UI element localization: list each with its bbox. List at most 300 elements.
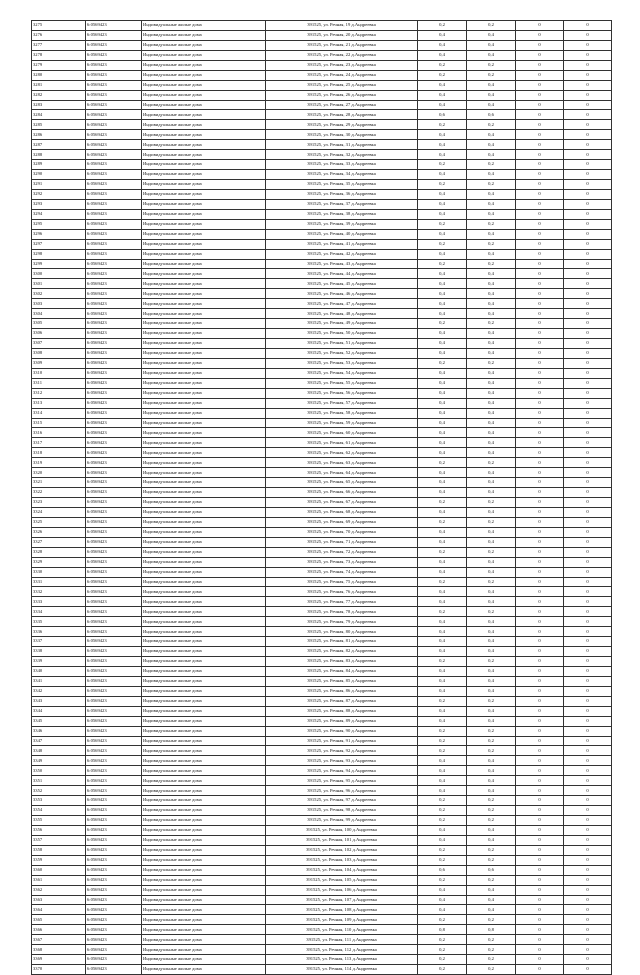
row-number: 3285 bbox=[32, 120, 86, 130]
address-cell: 391525, ул. Речная, 68 д.Андреевка bbox=[266, 507, 418, 517]
table-row bbox=[32, 945, 612, 955]
object-code: 6:0569423 bbox=[86, 60, 142, 70]
zero-cell: 0 bbox=[516, 696, 564, 706]
table-row bbox=[32, 140, 612, 150]
table-row bbox=[32, 229, 612, 239]
row-number: 3338 bbox=[32, 647, 86, 657]
table-row bbox=[32, 567, 612, 577]
zero-cell: 0 bbox=[564, 219, 612, 229]
zero-cell: 0 bbox=[516, 180, 564, 190]
zero-cell: 0 bbox=[516, 40, 564, 50]
object-type: Индивидуальные жилые дома bbox=[142, 597, 266, 607]
area-cell: 0,4 bbox=[418, 468, 467, 478]
address-cell: 391525, ул. Речная, 50 д.Андреевка bbox=[266, 329, 418, 339]
zero-cell: 0 bbox=[564, 557, 612, 567]
area-total-cell: 0,2 bbox=[467, 120, 516, 130]
address-cell: 391525, ул. Речная, 37 д.Андреевка bbox=[266, 199, 418, 209]
object-code: 6:0569423 bbox=[86, 766, 142, 776]
zero-cell: 0 bbox=[564, 965, 612, 975]
object-type: Индивидуальные жилые дома bbox=[142, 507, 266, 517]
address-cell: 391525, ул. Речная, 55 д.Андреевка bbox=[266, 378, 418, 388]
row-number: 3349 bbox=[32, 756, 86, 766]
zero-cell: 0 bbox=[516, 507, 564, 517]
area-total-cell: 0,4 bbox=[467, 50, 516, 60]
zero-cell: 0 bbox=[516, 329, 564, 339]
zero-cell: 0 bbox=[564, 140, 612, 150]
object-code: 6:0569423 bbox=[86, 199, 142, 209]
zero-cell: 0 bbox=[516, 597, 564, 607]
zero-cell: 0 bbox=[564, 766, 612, 776]
area-cell: 0,4 bbox=[418, 418, 467, 428]
object-type: Индивидуальные жилые дома bbox=[142, 806, 266, 816]
object-type: Индивидуальные жилые дома bbox=[142, 309, 266, 319]
zero-cell: 0 bbox=[564, 587, 612, 597]
address-cell: 391525, ул. Речная, 99 д.Андреевка bbox=[266, 816, 418, 826]
object-code: 6:0569423 bbox=[86, 945, 142, 955]
area-total-cell: 0,4 bbox=[467, 647, 516, 657]
table-row bbox=[32, 855, 612, 865]
row-number: 3316 bbox=[32, 428, 86, 438]
zero-cell: 0 bbox=[516, 478, 564, 488]
row-number: 3370 bbox=[32, 965, 86, 975]
zero-cell: 0 bbox=[564, 955, 612, 965]
row-number: 3348 bbox=[32, 746, 86, 756]
address-cell: 391525, ул. Речная, 52 д.Андреевка bbox=[266, 348, 418, 358]
area-cell: 0,2 bbox=[418, 915, 467, 925]
address-cell: 391525, ул. Речная, 75 д.Андреевка bbox=[266, 577, 418, 587]
area-cell: 0,4 bbox=[418, 617, 467, 627]
zero-cell: 0 bbox=[564, 915, 612, 925]
table-row bbox=[32, 925, 612, 935]
object-code: 6:0569423 bbox=[86, 507, 142, 517]
object-type: Индивидуальные жилые дома bbox=[142, 696, 266, 706]
object-type: Индивидуальные жилые дома bbox=[142, 289, 266, 299]
address-cell: 391525, ул. Речная, 51 д.Андреевка bbox=[266, 339, 418, 349]
object-code: 6:0569423 bbox=[86, 706, 142, 716]
row-number: 3321 bbox=[32, 478, 86, 488]
zero-cell: 0 bbox=[564, 478, 612, 488]
object-code: 6:0569423 bbox=[86, 865, 142, 875]
zero-cell: 0 bbox=[516, 299, 564, 309]
address-cell: 391525, ул. Речная, 49 д.Андреевка bbox=[266, 319, 418, 329]
zero-cell: 0 bbox=[564, 696, 612, 706]
zero-cell: 0 bbox=[516, 865, 564, 875]
object-code: 6:0569423 bbox=[86, 726, 142, 736]
zero-cell: 0 bbox=[516, 547, 564, 557]
address-cell: 391525, ул. Речная, 67 д.Андреевка bbox=[266, 498, 418, 508]
area-total-cell: 0,4 bbox=[467, 80, 516, 90]
table-row bbox=[32, 368, 612, 378]
zero-cell: 0 bbox=[564, 418, 612, 428]
object-code: 6:0569423 bbox=[86, 30, 142, 40]
address-cell: 391525, ул. Речная, 36 д.Андреевка bbox=[266, 189, 418, 199]
zero-cell: 0 bbox=[564, 796, 612, 806]
address-cell: 391525, ул. Речная, 79 д.Андреевка bbox=[266, 617, 418, 627]
row-number: 3340 bbox=[32, 666, 86, 676]
area-cell: 0,2 bbox=[418, 358, 467, 368]
address-cell: 391525, ул. Речная, 100 д.Андреевка bbox=[266, 825, 418, 835]
area-cell: 0,4 bbox=[418, 249, 467, 259]
row-number: 3291 bbox=[32, 180, 86, 190]
area-total-cell: 0,2 bbox=[467, 736, 516, 746]
zero-cell: 0 bbox=[564, 408, 612, 418]
table-row bbox=[32, 796, 612, 806]
address-cell: 391525, ул. Речная, 90 д.Андреевка bbox=[266, 726, 418, 736]
zero-cell: 0 bbox=[564, 845, 612, 855]
table-row bbox=[32, 617, 612, 627]
table-row bbox=[32, 676, 612, 686]
area-cell: 0,2 bbox=[418, 259, 467, 269]
address-cell: 391525, ул. Речная, 85 д.Андреевка bbox=[266, 676, 418, 686]
area-cell: 0,4 bbox=[418, 229, 467, 239]
area-total-cell: 0,2 bbox=[467, 458, 516, 468]
table-row bbox=[32, 160, 612, 170]
zero-cell: 0 bbox=[516, 398, 564, 408]
zero-cell: 0 bbox=[516, 746, 564, 756]
table-row bbox=[32, 786, 612, 796]
zero-cell: 0 bbox=[516, 945, 564, 955]
object-type: Индивидуальные жилые дома bbox=[142, 398, 266, 408]
area-total-cell: 0,4 bbox=[467, 269, 516, 279]
zero-cell: 0 bbox=[564, 617, 612, 627]
area-cell: 0,2 bbox=[418, 120, 467, 130]
area-total-cell: 0,6 bbox=[467, 865, 516, 875]
area-cell: 0,4 bbox=[418, 557, 467, 567]
address-cell: 391525, ул. Речная, 22 д.Андреевка bbox=[266, 50, 418, 60]
zero-cell: 0 bbox=[516, 199, 564, 209]
object-type: Индивидуальные жилые дома bbox=[142, 816, 266, 826]
address-cell: 391525, ул. Речная, 64 д.Андреевка bbox=[266, 468, 418, 478]
area-total-cell: 0,4 bbox=[467, 398, 516, 408]
object-code: 6:0569423 bbox=[86, 279, 142, 289]
object-code: 6:0569423 bbox=[86, 448, 142, 458]
area-total-cell: 0,4 bbox=[467, 329, 516, 339]
table-row bbox=[32, 766, 612, 776]
address-cell: 391525, ул. Речная, 46 д.Андреевка bbox=[266, 289, 418, 299]
area-total-cell: 0,4 bbox=[467, 786, 516, 796]
area-total-cell: 0,4 bbox=[467, 150, 516, 160]
area-total-cell: 0,4 bbox=[467, 378, 516, 388]
zero-cell: 0 bbox=[516, 527, 564, 537]
zero-cell: 0 bbox=[564, 60, 612, 70]
object-code: 6:0569423 bbox=[86, 676, 142, 686]
object-code: 6:0569423 bbox=[86, 150, 142, 160]
area-cell: 0,4 bbox=[418, 627, 467, 637]
table-row bbox=[32, 259, 612, 269]
row-number: 3317 bbox=[32, 438, 86, 448]
row-number: 3331 bbox=[32, 577, 86, 587]
zero-cell: 0 bbox=[564, 388, 612, 398]
address-cell: 391525, ул. Речная, 40 д.Андреевка bbox=[266, 229, 418, 239]
row-number: 3312 bbox=[32, 388, 86, 398]
zero-cell: 0 bbox=[516, 845, 564, 855]
object-code: 6:0569423 bbox=[86, 388, 142, 398]
zero-cell: 0 bbox=[516, 796, 564, 806]
address-cell: 391525, ул. Речная, 104 д.Андреевка bbox=[266, 865, 418, 875]
area-cell: 0,4 bbox=[418, 30, 467, 40]
area-total-cell: 0,4 bbox=[467, 40, 516, 50]
zero-cell: 0 bbox=[516, 816, 564, 826]
area-total-cell: 0,4 bbox=[467, 557, 516, 567]
table-row bbox=[32, 517, 612, 527]
address-cell: 391525, ул. Речная, 42 д.Андреевка bbox=[266, 249, 418, 259]
address-cell: 391525, ул. Речная, 93 д.Андреевка bbox=[266, 756, 418, 766]
area-total-cell: 0,2 bbox=[467, 875, 516, 885]
zero-cell: 0 bbox=[516, 140, 564, 150]
zero-cell: 0 bbox=[516, 498, 564, 508]
object-type: Индивидуальные жилые дома bbox=[142, 458, 266, 468]
object-code: 6:0569423 bbox=[86, 567, 142, 577]
area-cell: 0,4 bbox=[418, 309, 467, 319]
area-total-cell: 0,2 bbox=[467, 498, 516, 508]
object-type: Индивидуальные жилые дома bbox=[142, 120, 266, 130]
object-type: Индивидуальные жилые дома bbox=[142, 378, 266, 388]
zero-cell: 0 bbox=[564, 706, 612, 716]
object-code: 6:0569423 bbox=[86, 786, 142, 796]
table-row bbox=[32, 726, 612, 736]
row-number: 3315 bbox=[32, 418, 86, 428]
row-number: 3329 bbox=[32, 557, 86, 567]
area-cell: 0,4 bbox=[418, 378, 467, 388]
zero-cell: 0 bbox=[516, 458, 564, 468]
object-code: 6:0569423 bbox=[86, 796, 142, 806]
area-total-cell: 0,2 bbox=[467, 915, 516, 925]
area-total-cell: 0,4 bbox=[467, 835, 516, 845]
row-number: 3333 bbox=[32, 597, 86, 607]
zero-cell: 0 bbox=[516, 647, 564, 657]
area-total-cell: 0,2 bbox=[467, 180, 516, 190]
address-cell: 391525, ул. Речная, 34 д.Андреевка bbox=[266, 170, 418, 180]
zero-cell: 0 bbox=[564, 150, 612, 160]
object-type: Индивидуальные жилые дома bbox=[142, 965, 266, 975]
row-number: 3282 bbox=[32, 90, 86, 100]
object-code: 6:0569423 bbox=[86, 309, 142, 319]
address-cell: 391525, ул. Речная, 54 д.Андреевка bbox=[266, 368, 418, 378]
area-total-cell: 0,2 bbox=[467, 259, 516, 269]
area-total-cell: 0,4 bbox=[467, 170, 516, 180]
zero-cell: 0 bbox=[564, 736, 612, 746]
row-number: 3305 bbox=[32, 319, 86, 329]
area-cell: 0,2 bbox=[418, 239, 467, 249]
address-cell: 391525, ул. Речная, 92 д.Андреевка bbox=[266, 746, 418, 756]
zero-cell: 0 bbox=[516, 716, 564, 726]
object-type: Индивидуальные жилые дома bbox=[142, 895, 266, 905]
area-cell: 0,2 bbox=[418, 816, 467, 826]
object-type: Индивидуальные жилые дома bbox=[142, 537, 266, 547]
area-cell: 0,4 bbox=[418, 189, 467, 199]
object-code: 6:0569423 bbox=[86, 686, 142, 696]
zero-cell: 0 bbox=[564, 289, 612, 299]
zero-cell: 0 bbox=[516, 637, 564, 647]
zero-cell: 0 bbox=[516, 30, 564, 40]
object-type: Индивидуальные жилые дома bbox=[142, 368, 266, 378]
address-cell: 391525, ул. Речная, 32 д.Андреевка bbox=[266, 150, 418, 160]
object-code: 6:0569423 bbox=[86, 408, 142, 418]
object-code: 6:0569423 bbox=[86, 657, 142, 667]
object-type: Индивидуальные жилые дома bbox=[142, 676, 266, 686]
object-code: 6:0569423 bbox=[86, 189, 142, 199]
object-type: Индивидуальные жилые дома bbox=[142, 726, 266, 736]
zero-cell: 0 bbox=[564, 110, 612, 120]
zero-cell: 0 bbox=[564, 875, 612, 885]
object-code: 6:0569423 bbox=[86, 537, 142, 547]
address-cell: 391525, ул. Речная, 30 д.Андреевка bbox=[266, 130, 418, 140]
object-type: Индивидуальные жилые дома bbox=[142, 935, 266, 945]
object-type: Индивидуальные жилые дома bbox=[142, 557, 266, 567]
zero-cell: 0 bbox=[516, 835, 564, 845]
object-code: 6:0569423 bbox=[86, 130, 142, 140]
zero-cell: 0 bbox=[564, 488, 612, 498]
address-cell: 391525, ул. Речная, 83 д.Андреевка bbox=[266, 657, 418, 667]
row-number: 3286 bbox=[32, 130, 86, 140]
object-code: 6:0569423 bbox=[86, 170, 142, 180]
row-number: 3355 bbox=[32, 816, 86, 826]
zero-cell: 0 bbox=[516, 935, 564, 945]
row-number: 3298 bbox=[32, 249, 86, 259]
area-cell: 0,4 bbox=[418, 825, 467, 835]
zero-cell: 0 bbox=[516, 875, 564, 885]
table-row bbox=[32, 965, 612, 975]
area-cell: 0,2 bbox=[418, 577, 467, 587]
row-number: 3292 bbox=[32, 189, 86, 199]
object-code: 6:0569423 bbox=[86, 110, 142, 120]
area-cell: 0,4 bbox=[418, 766, 467, 776]
zero-cell: 0 bbox=[564, 816, 612, 826]
address-cell: 391525, ул. Речная, 25 д.Андреевка bbox=[266, 80, 418, 90]
zero-cell: 0 bbox=[516, 428, 564, 438]
area-total-cell: 0,2 bbox=[467, 21, 516, 31]
address-cell: 391525, ул. Речная, 71 д.Андреевка bbox=[266, 537, 418, 547]
area-total-cell: 0,2 bbox=[467, 60, 516, 70]
zero-cell: 0 bbox=[516, 309, 564, 319]
zero-cell: 0 bbox=[564, 100, 612, 110]
table-row bbox=[32, 776, 612, 786]
object-type: Индивидуальные жилые дома bbox=[142, 80, 266, 90]
area-cell: 0,4 bbox=[418, 348, 467, 358]
object-type: Индивидуальные жилые дома bbox=[142, 160, 266, 170]
table-row bbox=[32, 358, 612, 368]
zero-cell: 0 bbox=[564, 935, 612, 945]
row-number: 3344 bbox=[32, 706, 86, 716]
area-cell: 0,4 bbox=[418, 428, 467, 438]
object-code: 6:0569423 bbox=[86, 527, 142, 537]
area-total-cell: 0,4 bbox=[467, 478, 516, 488]
object-code: 6:0569423 bbox=[86, 517, 142, 527]
address-cell: 391525, ул. Речная, 102 д.Андреевка bbox=[266, 845, 418, 855]
zero-cell: 0 bbox=[564, 776, 612, 786]
address-cell: 391525, ул. Речная, 27 д.Андреевка bbox=[266, 100, 418, 110]
zero-cell: 0 bbox=[516, 269, 564, 279]
object-code: 6:0569423 bbox=[86, 438, 142, 448]
area-cell: 0,4 bbox=[418, 329, 467, 339]
object-type: Индивидуальные жилые дома bbox=[142, 547, 266, 557]
area-cell: 0,4 bbox=[418, 637, 467, 647]
address-cell: 391525, ул. Речная, 84 д.Андреевка bbox=[266, 666, 418, 676]
area-total-cell: 0,4 bbox=[467, 686, 516, 696]
address-cell: 391525, ул. Речная, 86 д.Андреевка bbox=[266, 686, 418, 696]
zero-cell: 0 bbox=[516, 895, 564, 905]
zero-cell: 0 bbox=[564, 945, 612, 955]
table-row bbox=[32, 845, 612, 855]
object-code: 6:0569423 bbox=[86, 825, 142, 835]
address-cell: 391525, ул. Речная, 47 д.Андреевка bbox=[266, 299, 418, 309]
object-code: 6:0569423 bbox=[86, 80, 142, 90]
area-total-cell: 0,4 bbox=[467, 895, 516, 905]
table-row bbox=[32, 279, 612, 289]
area-cell: 0,4 bbox=[418, 587, 467, 597]
row-number: 3326 bbox=[32, 527, 86, 537]
zero-cell: 0 bbox=[516, 388, 564, 398]
area-total-cell: 0,2 bbox=[467, 219, 516, 229]
object-code: 6:0569423 bbox=[86, 458, 142, 468]
area-cell: 0,2 bbox=[418, 180, 467, 190]
area-cell: 0,4 bbox=[418, 597, 467, 607]
address-cell: 391525, ул. Речная, 41 д.Андреевка bbox=[266, 239, 418, 249]
object-type: Индивидуальные жилые дома bbox=[142, 30, 266, 40]
zero-cell: 0 bbox=[564, 865, 612, 875]
area-cell: 0,4 bbox=[418, 666, 467, 676]
area-total-cell: 0,2 bbox=[467, 547, 516, 557]
area-cell: 0,2 bbox=[418, 70, 467, 80]
zero-cell: 0 bbox=[564, 885, 612, 895]
address-cell: 391525, ул. Речная, 24 д.Андреевка bbox=[266, 70, 418, 80]
table-row bbox=[32, 100, 612, 110]
row-number: 3314 bbox=[32, 408, 86, 418]
zero-cell: 0 bbox=[516, 806, 564, 816]
object-code: 6:0569423 bbox=[86, 855, 142, 865]
area-total-cell: 0,2 bbox=[467, 816, 516, 826]
row-number: 3366 bbox=[32, 925, 86, 935]
zero-cell: 0 bbox=[516, 348, 564, 358]
address-cell: 391525, ул. Речная, 57 д.Андреевка bbox=[266, 398, 418, 408]
object-code: 6:0569423 bbox=[86, 329, 142, 339]
area-cell: 0,4 bbox=[418, 438, 467, 448]
area-total-cell: 0,2 bbox=[467, 607, 516, 617]
zero-cell: 0 bbox=[516, 676, 564, 686]
zero-cell: 0 bbox=[564, 786, 612, 796]
area-cell: 0,4 bbox=[418, 80, 467, 90]
zero-cell: 0 bbox=[564, 70, 612, 80]
object-type: Индивидуальные жилые дома bbox=[142, 706, 266, 716]
area-cell: 0,2 bbox=[418, 875, 467, 885]
table-row bbox=[32, 666, 612, 676]
object-type: Индивидуальные жилые дома bbox=[142, 746, 266, 756]
row-number: 3367 bbox=[32, 935, 86, 945]
area-cell: 0,2 bbox=[418, 160, 467, 170]
zero-cell: 0 bbox=[564, 189, 612, 199]
zero-cell: 0 bbox=[516, 438, 564, 448]
area-total-cell: 0,4 bbox=[467, 676, 516, 686]
object-code: 6:0569423 bbox=[86, 368, 142, 378]
object-type: Индивидуальные жилые дома bbox=[142, 219, 266, 229]
zero-cell: 0 bbox=[564, 348, 612, 358]
area-cell: 0,8 bbox=[418, 925, 467, 935]
address-cell: 391525, ул. Речная, 113 д.Андреевка bbox=[266, 955, 418, 965]
table-row bbox=[32, 388, 612, 398]
table-row bbox=[32, 657, 612, 667]
table-row bbox=[32, 488, 612, 498]
object-type: Индивидуальные жилые дома bbox=[142, 756, 266, 766]
zero-cell: 0 bbox=[564, 746, 612, 756]
row-number: 3311 bbox=[32, 378, 86, 388]
area-cell: 0,4 bbox=[418, 170, 467, 180]
zero-cell: 0 bbox=[516, 319, 564, 329]
zero-cell: 0 bbox=[564, 676, 612, 686]
table-row bbox=[32, 90, 612, 100]
row-number: 3294 bbox=[32, 209, 86, 219]
zero-cell: 0 bbox=[564, 130, 612, 140]
table-row bbox=[32, 905, 612, 915]
